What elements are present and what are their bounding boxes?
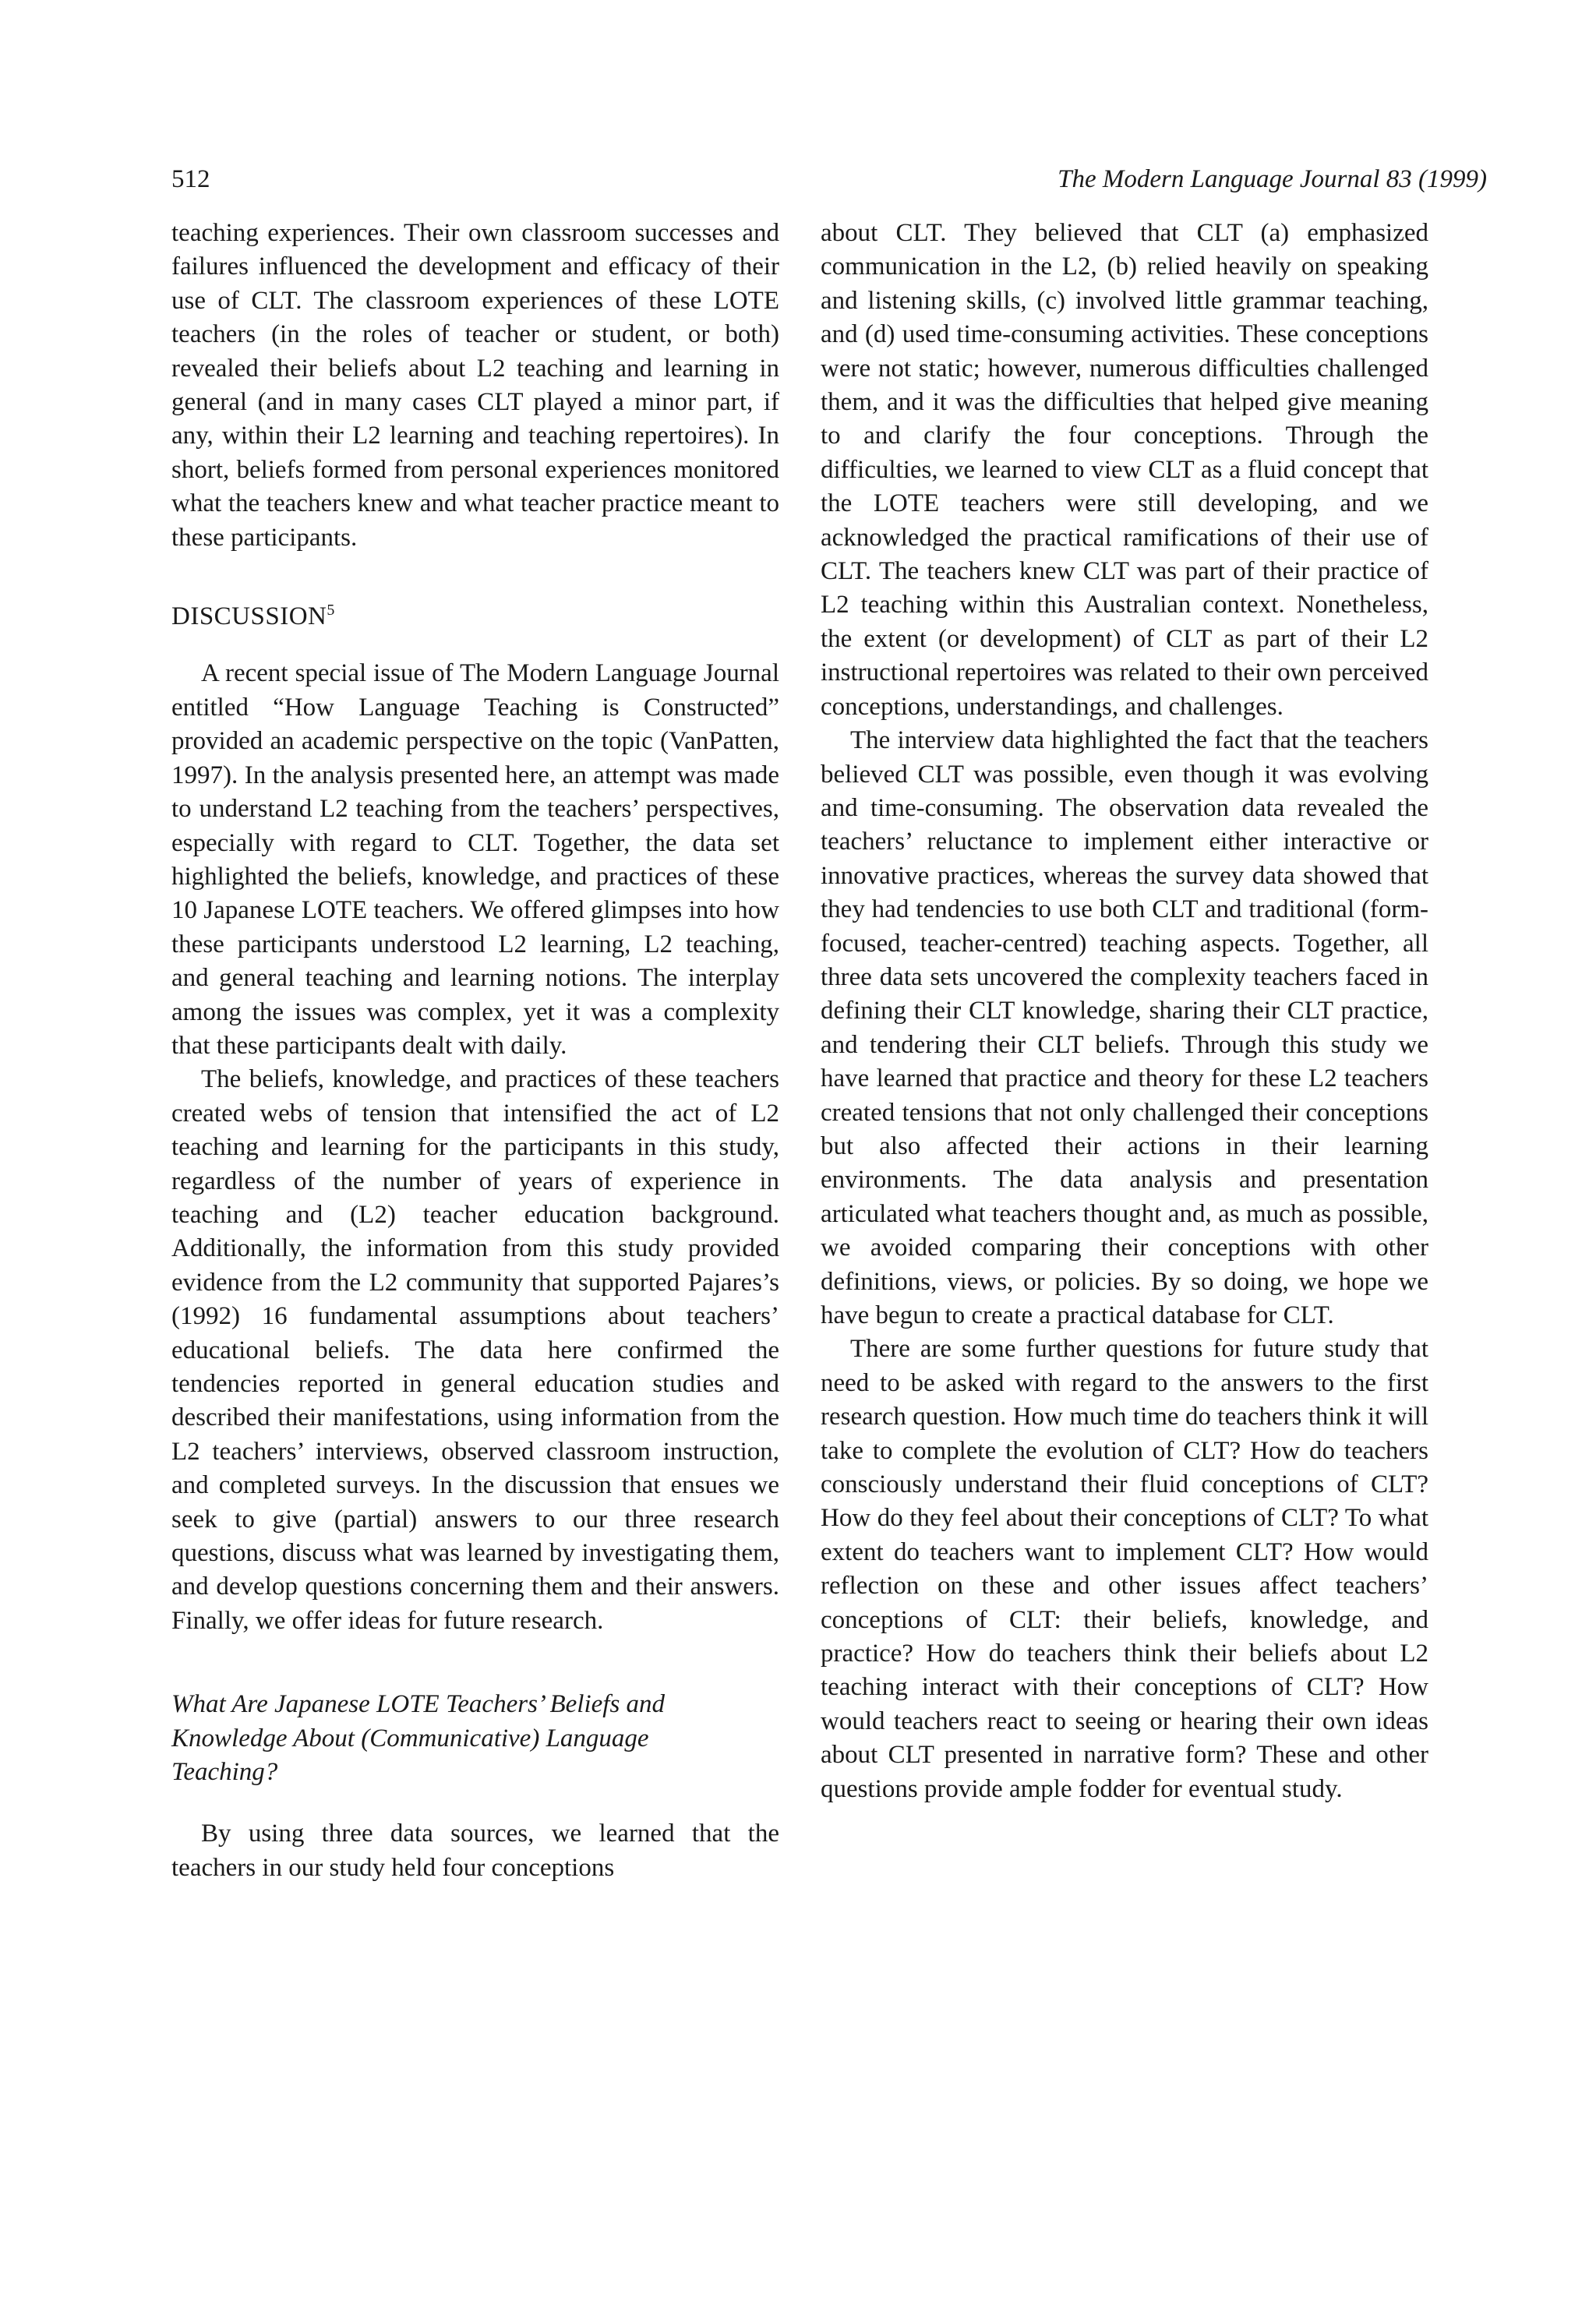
page-header bbox=[171, 162, 1487, 201]
paragraph-continuation-right: about CLT. They believed that CLT (a) emphasized communication in the L2, (b) relied heavily on speaking and listening skills, (c) involved little grammar teaching, and (d) used time-consuming activities. These conceptions were not static; however, numerous difficulties challenged them, and it was the difficulties that helped give meaning to and clarify the four conceptions. Through the difficulties, we learned to view CLT as a fluid concept that the LOTE teachers were still developing, and we acknowledged the practical ramifications of their use of CLT. The teachers knew CLT was part of their practice of L2 teaching within this Australian context. Nonetheless, the extent (or development) of CLT as part of their L2 instructional repertoires was related to their own perceived conceptions, understandings, and challenges. bbox=[821, 219, 1428, 721]
paragraph-interview-data: The interview data highlighted the fact that the teachers believed CLT was possible, even though it was evolving and time-consuming. The observation data revealed the teachers’ reluctance to implement either interactive or innovative practices, whereas the survey data showed that they had tendencies to use both CLT and traditional (form-focused, teacher-centred) teaching aspects. Together, all three data sets uncovered the complexity teachers faced in defining their CLT knowledge, sharing their CLT practice, and tendering their CLT beliefs. Through this study we have learned that practice and theory for these L2 teachers created tensions that not only challenged their conceptions but also affected their actions in their learning environments. The data analysis and presentation articulated what teachers thought and, as much as possible, we avoided comparing their conceptions with other definitions, views, or policies. By so doing, we hope we have begun to create a practical database for CLT. bbox=[821, 726, 1428, 1329]
paragraph-discussion-1: A recent special issue of The Modern Language Journal entitled “How Language Teaching is Constructed” provided an academic perspective on the topic (VanPatten, 1997). In the analysis presented here, an attempt was made to understand L2 teaching from the teachers’ perspectives, especially with regard to CLT. Together, the data set highlighted the beliefs, knowledge, and practices of these 10 Japanese LOTE teachers. We offered glimpses into how these participants understood L2 learning, L2 teaching, and general teaching and learning notions. The interplay among the issues was complex, yet it was a complexity that these participants dealt with daily. bbox=[171, 659, 779, 1060]
running-head: The Modern Language Journal 83 (1999) bbox=[1058, 165, 1487, 193]
page-number: 512 bbox=[171, 165, 210, 193]
subsection-heading: What Are Japanese LOTE Teachers’ Beliefs and Knowledge About (Communicative) Language Teaching? bbox=[171, 1690, 666, 1787]
footnote-marker: 5 bbox=[327, 602, 335, 619]
right-column bbox=[821, 217, 1428, 1806]
section-heading-discussion bbox=[171, 600, 779, 634]
paragraph-subsection-1: By using three data sources, we learned that the teachers in our study held four conceptions bbox=[171, 1820, 779, 1882]
section-heading-text: DISCUSSION bbox=[171, 602, 327, 631]
paragraph-discussion-2: The beliefs, knowledge, and practices of these teachers created webs of tension that intensified the act of L2 teaching and learning for the participants in this study, regardless of the number of years of experience in teaching and (L2) teacher education background. Additionally, the information from this study provided evidence from the L2 community that supported Pajares’s (1992) 16 fundamental assumptions about teachers’ educational beliefs. The data here confirmed the tendencies reported in general education studies and described their manifestations, using information from the L2 teachers’ interviews, observed classroom instruction, and completed surveys. In the discussion that ensues we seek to give (partial) answers to our three research questions, discuss what was learned by investigating them, and develop questions concerning them and their answers. Finally, we offer ideas for future research. bbox=[171, 1065, 779, 1635]
paragraph-continuation: teaching experiences. Their own classroom successes and failures influenced the development and efficacy of their use of CLT. The classroom experiences of these LOTE teachers (in the roles of teacher or student, or both) revealed their beliefs about L2 teaching and learning in general (and in many cases CLT played a minor part, if any, within their L2 learning and teaching repertoires). In short, beliefs formed from personal experiences monitored what the teachers knew and what teacher practice meant to these participants. bbox=[171, 219, 779, 552]
paragraph-further-questions: There are some further questions for future study that need to be asked with regard to the answers to the first research question. How much time do teachers think it will take to complete the evolution of CLT? How do teachers consciously understand their fluid conceptions of CLT? How do they feel about their conceptions of CLT? To what extent do teachers want to implement CLT? How would reflection on these and other issues affect teachers’ conceptions of CLT: their beliefs, knowledge, and practice? How do teachers think their beliefs about L2 teaching interact with their conceptions of CLT? How would teachers react to seeing or hearing their own ideas about CLT presented in narrative form? These and other questions provide ample fodder for eventual study. bbox=[821, 1335, 1428, 1803]
left-column bbox=[171, 217, 779, 1885]
